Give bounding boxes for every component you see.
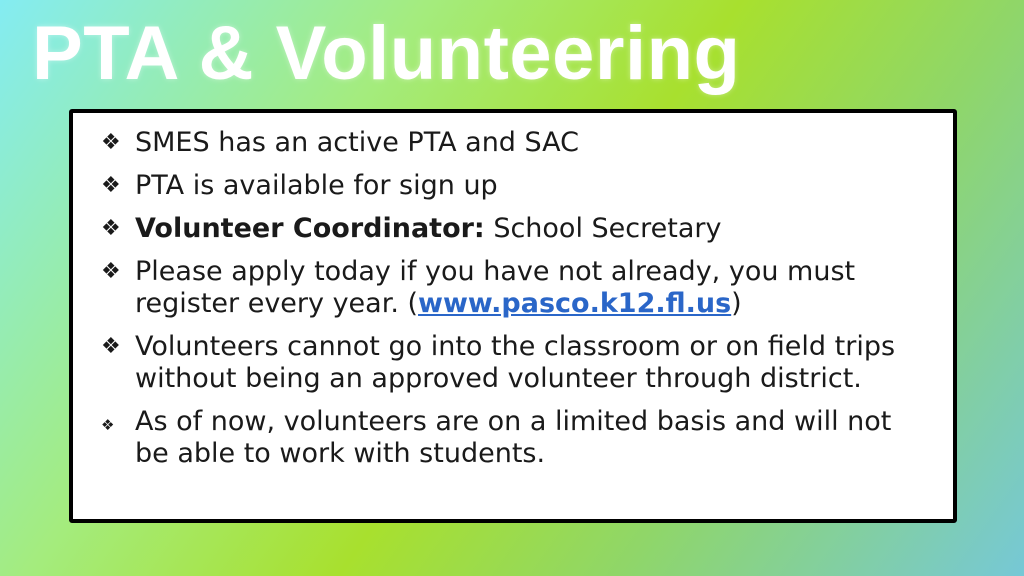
bullet-text: Volunteers cannot go into the classroom or on field trips without being an approved volunteer through district. — [135, 331, 896, 394]
slide-title: PTA & Volunteering — [32, 11, 741, 96]
coordinator-label: Volunteer Coordinator: — [135, 213, 485, 244]
bullet-volunteer-approval — [101, 331, 933, 395]
diamond-bullet-icon: ❖ — [101, 416, 115, 434]
bullet-volunteer-coordinator — [101, 213, 933, 245]
diamond-bullet-icon: ❖ — [101, 173, 121, 198]
bullet-text: As of now, volunteers are on a limited basis and will not be able to work with students. — [135, 406, 892, 469]
diamond-bullet-icon: ❖ — [101, 334, 121, 359]
pasco-website-link[interactable]: www.pasco.k12.fl.us — [418, 288, 732, 319]
bullet-text: PTA is available for sign up — [135, 170, 498, 201]
apply-text: Please apply today if you have not already, you must register every year. ( — [135, 256, 856, 319]
diamond-bullet-icon: ❖ — [101, 130, 121, 155]
apply-text-end: ) — [731, 288, 742, 319]
coordinator-value: School Secretary — [484, 213, 722, 244]
bullet-pta-signup — [101, 170, 933, 202]
bullet-text — [135, 256, 933, 320]
bullet-text — [135, 213, 933, 245]
diamond-bullet-icon: ❖ — [101, 259, 121, 284]
bullet-limited-basis — [101, 406, 933, 470]
bullet-apply-register — [101, 256, 933, 320]
diamond-bullet-icon: ❖ — [101, 216, 121, 241]
content-box — [69, 109, 957, 523]
bullet-list — [73, 113, 953, 470]
bullet-text: SMES has an active PTA and SAC — [135, 127, 580, 158]
bullet-pta-sac — [101, 127, 933, 159]
